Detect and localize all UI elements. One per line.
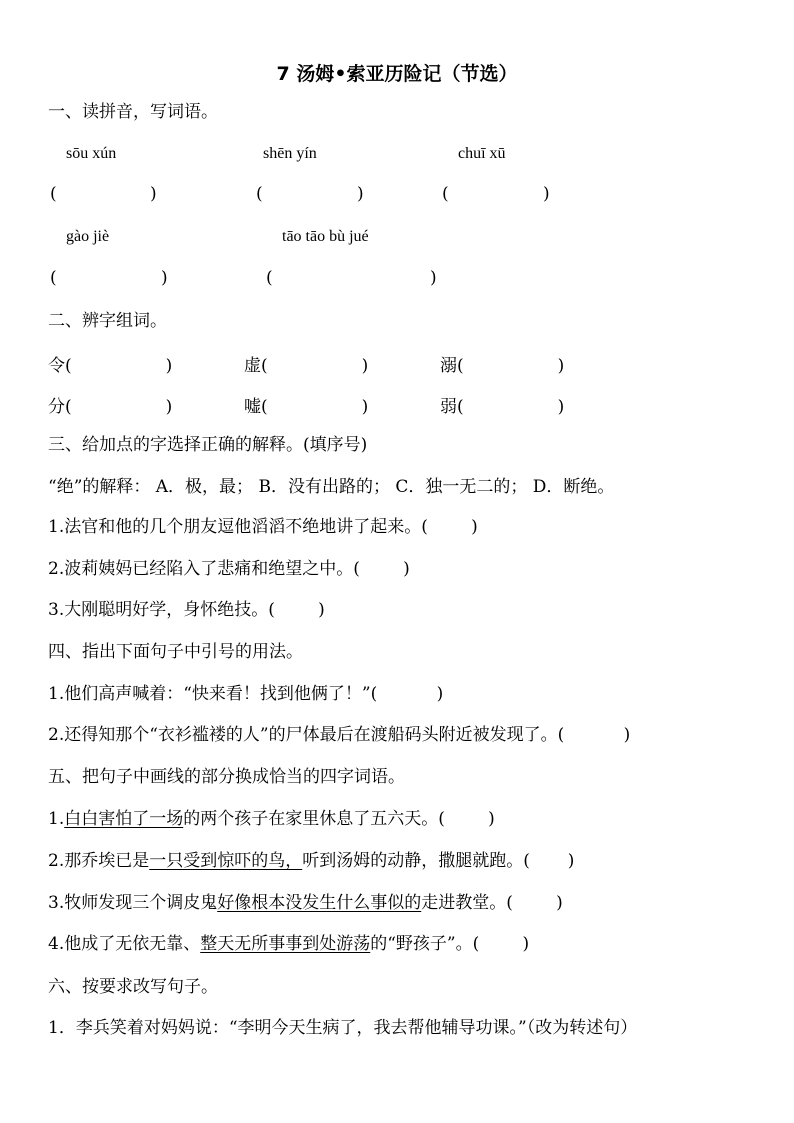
char: 弱 [440, 397, 457, 417]
section-5-heading: 五、把句子中画线的部分换成恰当的四字词语。 [48, 767, 405, 787]
question-item [48, 851, 574, 871]
answer-open-paren: ( [442, 184, 449, 204]
char: 嘘 [244, 397, 261, 417]
question-item [48, 934, 529, 954]
answer-open-paren: ( [50, 268, 57, 288]
page-title: 7 汤姆•索亚历险记（节选） [276, 63, 518, 85]
char-cell: 虚( ) [244, 356, 369, 376]
pinyin-1: sōu xún [66, 145, 117, 162]
question-item: 1.法官和他的几个朋友逗他滔滔不绝地讲了起来。( ) [48, 517, 478, 537]
char-cell: 分( ) [48, 397, 173, 417]
char: 虚 [244, 356, 261, 376]
item-text: 2.那乔埃已是 [48, 851, 150, 871]
answer-open-paren: ( [266, 268, 273, 288]
pinyin-3: chuī xū [458, 145, 506, 162]
item-text: 的“野孩子”。( ) [370, 934, 530, 954]
section-1-heading: 一、读拼音，写词语。 [48, 102, 218, 122]
char: 分 [48, 397, 65, 417]
underlined-phrase: 整天无所事事到处游荡 [200, 934, 371, 954]
question-item [48, 893, 563, 913]
char: 溺 [440, 356, 457, 376]
question-item: 3.大刚聪明好学，身怀绝技。( ) [48, 600, 325, 620]
answer-open-paren: ( [50, 184, 57, 204]
section-4-heading: 四、指出下面句子中引号的用法。 [48, 642, 303, 662]
underlined-phrase: 白白害怕了一场 [64, 809, 184, 829]
question-item: 1.他们高声喊着：“快来看！找到他俩了！”( ) [48, 684, 444, 704]
item-text: 3.牧师发现三个调皮鬼 [48, 893, 218, 913]
item-text: 听到汤姆的动静，撒腿就跑。( ) [302, 851, 575, 871]
char: 令 [48, 356, 65, 376]
section-2-heading: 二、辨字组词。 [48, 311, 167, 331]
pinyin-2: shēn yín [263, 145, 317, 162]
answer-close-paren: ) [161, 268, 168, 288]
underlined-phrase: 一只受到惊吓的鸟， [149, 851, 303, 871]
char-cell: 令( ) [48, 356, 173, 376]
answer-close-paren: ) [150, 184, 157, 204]
item-text: 4.他成了无依无靠、 [48, 934, 201, 954]
question-item: 1．李兵笑着对妈妈说：“李明今天生病了，我去帮他辅导功课。”（改为转述句） [48, 1018, 638, 1038]
item-text: 的两个孩子在家里休息了五六天。( ) [183, 809, 495, 829]
pinyin-5: tāo tāo bù jué [282, 228, 369, 245]
question-item: 2.波莉姨妈已经陷入了悲痛和绝望之中。( ) [48, 559, 410, 579]
question-item: 2.还得知那个“衣衫褴褛的人”的尸体最后在渡船码头附近被发现了。( ) [48, 725, 631, 745]
section-3-heading: 三、给加点的字选择正确的解释。(填序号) [48, 435, 368, 455]
pinyin-4: gào jiè [66, 228, 110, 245]
item-text: 走进教堂。( ) [421, 893, 563, 913]
char-cell: 溺( ) [440, 356, 565, 376]
char-cell: 嘘( ) [244, 397, 369, 417]
answer-open-paren: ( [256, 184, 263, 204]
section-6-heading: 六、按要求改写句子。 [48, 977, 218, 997]
options-line: “绝”的解释： A．极，最； B．没有出路的； C．独一无二的； D．断绝。 [48, 477, 615, 497]
underlined-phrase: 好像根本没发生什么事似的 [217, 893, 422, 913]
answer-close-paren: ) [357, 184, 364, 204]
answer-close-paren: ) [543, 184, 550, 204]
question-item [48, 809, 495, 829]
item-number: 1. [48, 809, 65, 829]
char-cell: 弱( ) [440, 397, 565, 417]
answer-close-paren: ) [430, 268, 437, 288]
